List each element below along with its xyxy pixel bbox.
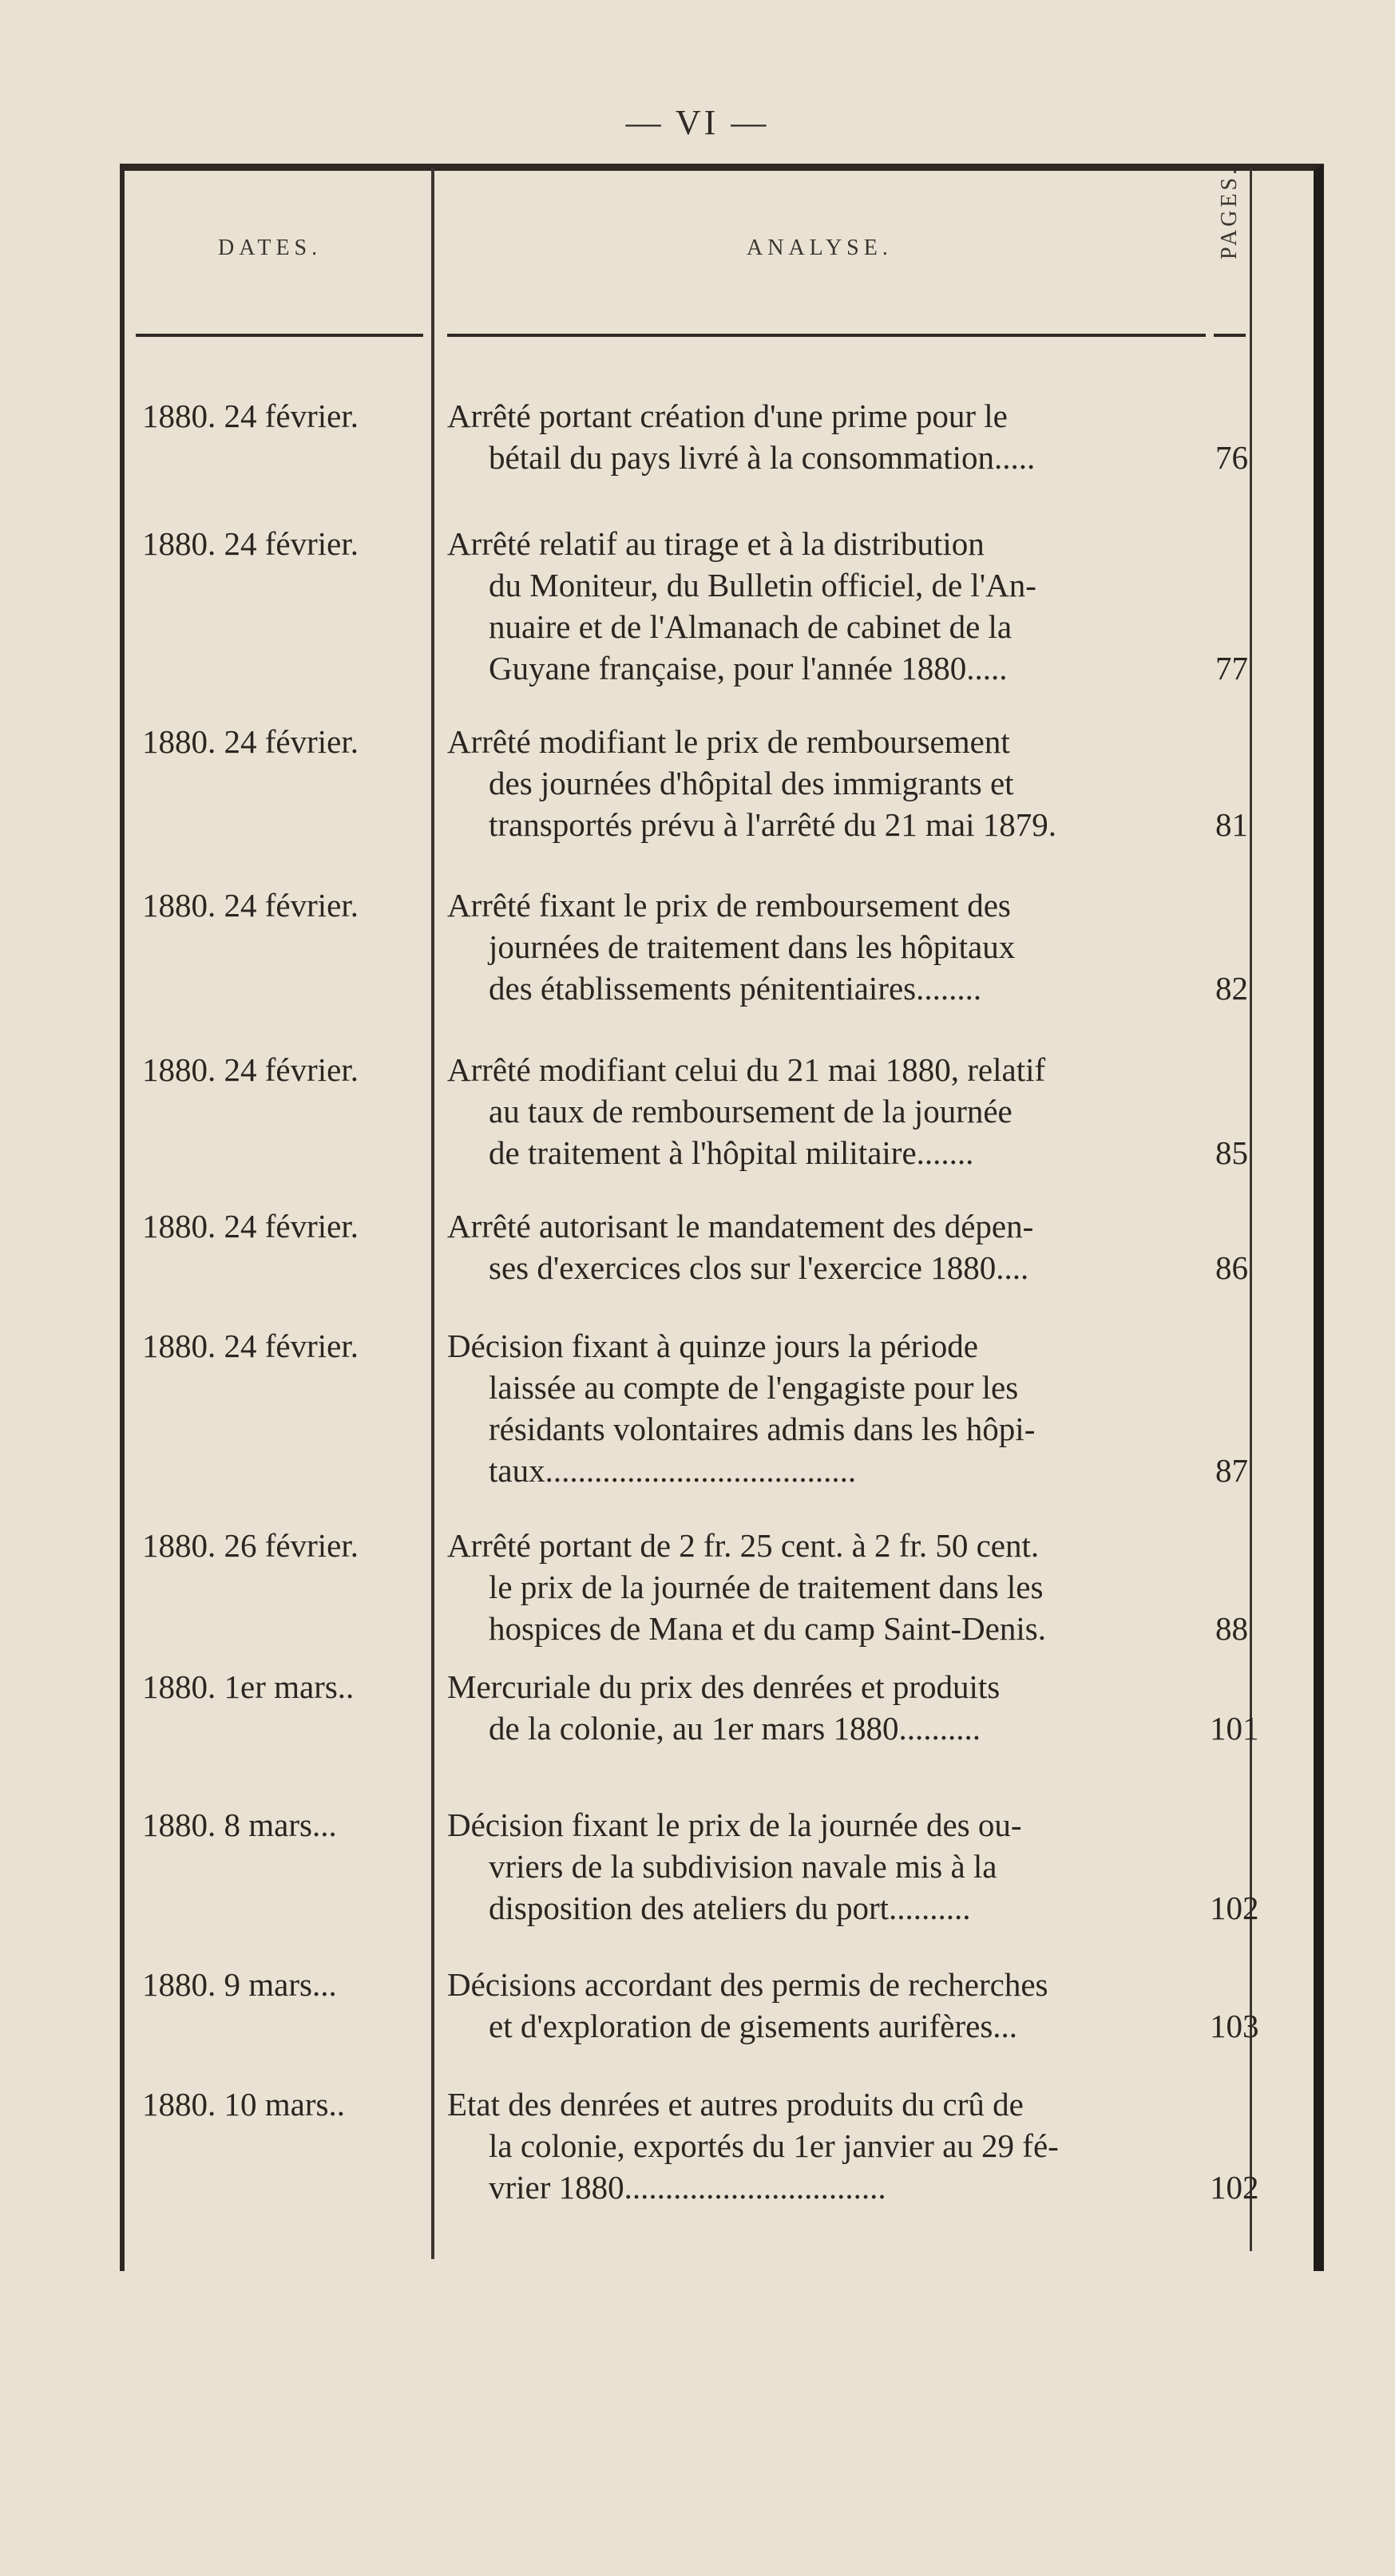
entry-analysis-line: hospices de Mana et du camp Saint-Denis. xyxy=(489,1610,1046,1647)
entry-analysis-line: vrier 1880................................ xyxy=(489,2169,886,2206)
entry-analysis-line: taux...................................... xyxy=(489,1452,857,1489)
entry-date: 1880. 1er mars.. xyxy=(142,1668,355,1705)
entry-page-number: 81 xyxy=(1215,806,1248,843)
entry-date: 1880. 24 février. xyxy=(142,1051,359,1088)
entry-analysis-line: transportés prévu à l'arrêté du 21 mai 1879. xyxy=(489,806,1056,843)
entry-analysis-line: Décision fixant le prix de la journée des ou- xyxy=(447,1806,1022,1843)
header-rule-pages xyxy=(1214,334,1246,337)
entry-analysis-line: Arrêté modifiant celui du 21 mai 1880, relatif xyxy=(447,1051,1046,1088)
entry-analysis-line: Décision fixant à quinze jours la période xyxy=(447,1328,978,1364)
entry-analysis-line: Arrêté portant création d'une prime pour le xyxy=(447,398,1008,434)
entry-analysis-line: la colonie, exportés du 1er janvier au 29 fé- xyxy=(489,2127,1059,2164)
entry-analysis-line: vriers de la subdivision navale mis à la xyxy=(489,1848,997,1885)
entry-analysis xyxy=(447,1205,1210,1288)
entry-analysis-line: Etat des denrées et autres produits du crû de xyxy=(447,2086,1024,2123)
entry-analysis-line: Arrêté portant de 2 fr. 25 cent. à 2 fr. 50 cent. xyxy=(447,1527,1040,1564)
entry-analysis-line: Arrêté autorisant le mandatement des dépen- xyxy=(447,1208,1034,1244)
entry-analysis-line: Arrêté modifiant le prix de remboursement xyxy=(447,723,1010,760)
entry-analysis xyxy=(447,1964,1210,2047)
entry-analysis-line: laissée au compte de l'engagiste pour les xyxy=(489,1369,1019,1406)
entry-date: 1880. 9 mars... xyxy=(142,1966,337,2003)
header-rule-dates xyxy=(136,334,423,337)
entry-analysis xyxy=(447,1666,1210,1749)
page-header: — VI — xyxy=(625,103,770,142)
entry-date: 1880. 24 février. xyxy=(142,398,359,434)
entry-analysis-line: de traitement à l'hôpital militaire....... xyxy=(489,1134,974,1171)
column-divider-pages xyxy=(1250,168,1252,2251)
entry-page-number: 102 xyxy=(1210,2169,1259,2206)
entry-date: 1880. 24 février. xyxy=(142,887,359,924)
entry-date: 1880. 24 février. xyxy=(142,525,359,562)
entry-page-number: 82 xyxy=(1215,970,1248,1007)
entry-analysis-line: du Moniteur, du Bulletin officiel, de l'An- xyxy=(489,567,1036,603)
entry-analysis-line: Décisions accordant des permis de recherches xyxy=(447,1966,1048,2003)
column-header-dates: DATES. xyxy=(218,235,323,260)
entry-page-number: 86 xyxy=(1215,1249,1248,1286)
entry-page-number: 76 xyxy=(1215,439,1248,476)
entry-analysis xyxy=(447,884,1210,1009)
entry-analysis-line: de la colonie, au 1er mars 1880.......... xyxy=(489,1710,981,1747)
entry-page-number: 85 xyxy=(1215,1134,1248,1171)
entry-analysis xyxy=(447,1325,1210,1491)
entry-analysis-line: des établissements pénitentiaires........ xyxy=(489,970,982,1007)
entry-analysis-line: Guyane française, pour l'année 1880..... xyxy=(489,650,1008,687)
entry-analysis-line: disposition des ateliers du port.......... xyxy=(489,1889,971,1926)
column-header-analyse: ANALYSE. xyxy=(747,235,893,260)
entry-page-number: 102 xyxy=(1210,1889,1259,1926)
entry-analysis xyxy=(447,2083,1210,2208)
entry-analysis-line: journées de traitement dans les hôpitaux xyxy=(489,928,1016,965)
entry-analysis-line: résidants volontaires admis dans les hôpi- xyxy=(489,1411,1036,1447)
entry-date: 1880. 10 mars.. xyxy=(142,2086,345,2123)
entry-analysis-line: et d'exploration de gisements aurifères... xyxy=(489,2008,1018,2044)
entry-date: 1880. 26 février. xyxy=(142,1527,359,1564)
entry-analysis-line: Arrêté fixant le prix de remboursement des xyxy=(447,887,1011,924)
entry-analysis xyxy=(447,1804,1210,1929)
entry-date: 1880. 24 février. xyxy=(142,1328,359,1364)
entry-page-number: 103 xyxy=(1210,2008,1259,2044)
column-header-pages: PAGES. xyxy=(1217,165,1242,259)
entry-analysis xyxy=(447,721,1210,845)
entry-page-number: 87 xyxy=(1215,1452,1248,1489)
entry-analysis-line: Arrêté relatif au tirage et à la distribution xyxy=(447,525,985,562)
entry-analysis-line: ses d'exercices clos sur l'exercice 1880.... xyxy=(489,1249,1029,1286)
entry-analysis xyxy=(447,395,1210,478)
entry-date: 1880. 24 février. xyxy=(142,723,359,760)
entry-analysis-line: au taux de remboursement de la journée xyxy=(489,1093,1013,1130)
entry-analysis xyxy=(447,1049,1210,1173)
entry-page-number: 77 xyxy=(1215,650,1248,687)
entry-analysis-line: nuaire et de l'Almanach de cabinet de la xyxy=(489,608,1013,645)
entry-analysis xyxy=(447,1525,1210,1649)
entry-analysis-line: des journées d'hôpital des immigrants et xyxy=(489,765,1014,801)
column-divider-dates xyxy=(431,168,434,2259)
entry-analysis xyxy=(447,523,1210,689)
entry-date: 1880. 24 février. xyxy=(142,1208,359,1244)
entry-page-number: 88 xyxy=(1215,1610,1248,1647)
entry-analysis-line: Mercuriale du prix des denrées et produits xyxy=(447,1668,1001,1705)
entry-analysis-line: le prix de la journée de traitement dans les xyxy=(489,1569,1044,1605)
entry-date: 1880. 8 mars... xyxy=(142,1806,337,1843)
entry-analysis-line: bétail du pays livré à la consommation..... xyxy=(489,439,1036,476)
header-rule-analyse xyxy=(447,334,1206,337)
entry-page-number: 101 xyxy=(1210,1710,1259,1747)
